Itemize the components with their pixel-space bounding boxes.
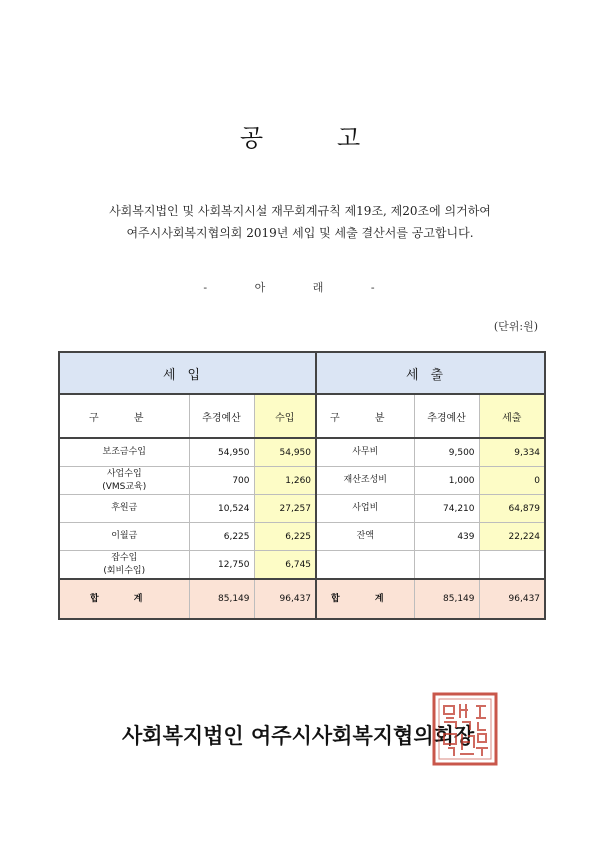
revenue-category-header: 구 분 <box>59 394 189 438</box>
expense-category-header: 구 분 <box>316 394 414 438</box>
revenue-actual: 6,745 <box>254 551 316 580</box>
signature-line: 사회복지법인 여주시사회복지협의회장 <box>122 723 475 748</box>
revenue-total-actual: 96,437 <box>254 579 316 619</box>
revenue-budget-header: 추경예산 <box>189 394 254 438</box>
revenue-label: 보조금수입 <box>59 438 189 467</box>
expense-label: 사무비 <box>316 438 414 467</box>
expense-budget: 74,210 <box>414 495 479 523</box>
revenue-actual-header: 수입 <box>254 394 316 438</box>
expense-budget <box>414 551 479 580</box>
expense-header: 세출 <box>316 352 545 394</box>
revenue-actual: 27,257 <box>254 495 316 523</box>
revenue-budget: 10,524 <box>189 495 254 523</box>
settlement-table <box>58 351 546 620</box>
expense-actual-header: 세출 <box>479 394 545 438</box>
table-row <box>59 438 545 467</box>
below-marker: - 아 래 - <box>203 281 397 294</box>
expense-label: 잔액 <box>316 523 414 551</box>
expense-actual <box>479 551 545 580</box>
revenue-header: 세입 <box>59 352 316 394</box>
expense-actual: 9,334 <box>479 438 545 467</box>
revenue-actual: 1,260 <box>254 467 316 495</box>
expense-total-label: 합 계 <box>316 579 414 619</box>
table-row <box>59 551 545 580</box>
expense-actual: 0 <box>479 467 545 495</box>
revenue-budget: 6,225 <box>189 523 254 551</box>
intro-line-2: 여주시사회복지협의회 2019년 세입 및 세출 결산서를 공고합니다. <box>126 226 474 240</box>
revenue-label: 사업수입 (VMS교육) <box>59 467 189 495</box>
intro-text <box>0 200 600 244</box>
expense-budget: 9,500 <box>414 438 479 467</box>
expense-total-budget: 85,149 <box>414 579 479 619</box>
expense-label <box>316 551 414 580</box>
total-row <box>59 579 545 619</box>
revenue-actual: 54,950 <box>254 438 316 467</box>
expense-label: 재산조성비 <box>316 467 414 495</box>
revenue-budget: 54,950 <box>189 438 254 467</box>
intro-line-1: 사회복지법인 및 사회복지시설 재무회계규칙 제19조, 제20조에 의거하여 <box>109 204 491 218</box>
revenue-total-budget: 85,149 <box>189 579 254 619</box>
unit-label: (단위:원) <box>493 320 538 333</box>
expense-label: 사업비 <box>316 495 414 523</box>
table-row <box>59 495 545 523</box>
expense-budget: 1,000 <box>414 467 479 495</box>
table-row <box>59 523 545 551</box>
revenue-label: 후원금 <box>59 495 189 523</box>
expense-total-actual: 96,437 <box>479 579 545 619</box>
revenue-budget: 700 <box>189 467 254 495</box>
expense-actual: 64,879 <box>479 495 545 523</box>
official-seal-icon <box>432 692 498 766</box>
revenue-label: 잡수입 (회비수입) <box>59 551 189 580</box>
expense-actual: 22,224 <box>479 523 545 551</box>
page-title: 공고 <box>239 124 435 152</box>
revenue-actual: 6,225 <box>254 523 316 551</box>
table-row <box>59 467 545 495</box>
revenue-label: 이월금 <box>59 523 189 551</box>
expense-budget: 439 <box>414 523 479 551</box>
revenue-budget: 12,750 <box>189 551 254 580</box>
expense-budget-header: 추경예산 <box>414 394 479 438</box>
revenue-total-label: 합 계 <box>59 579 189 619</box>
